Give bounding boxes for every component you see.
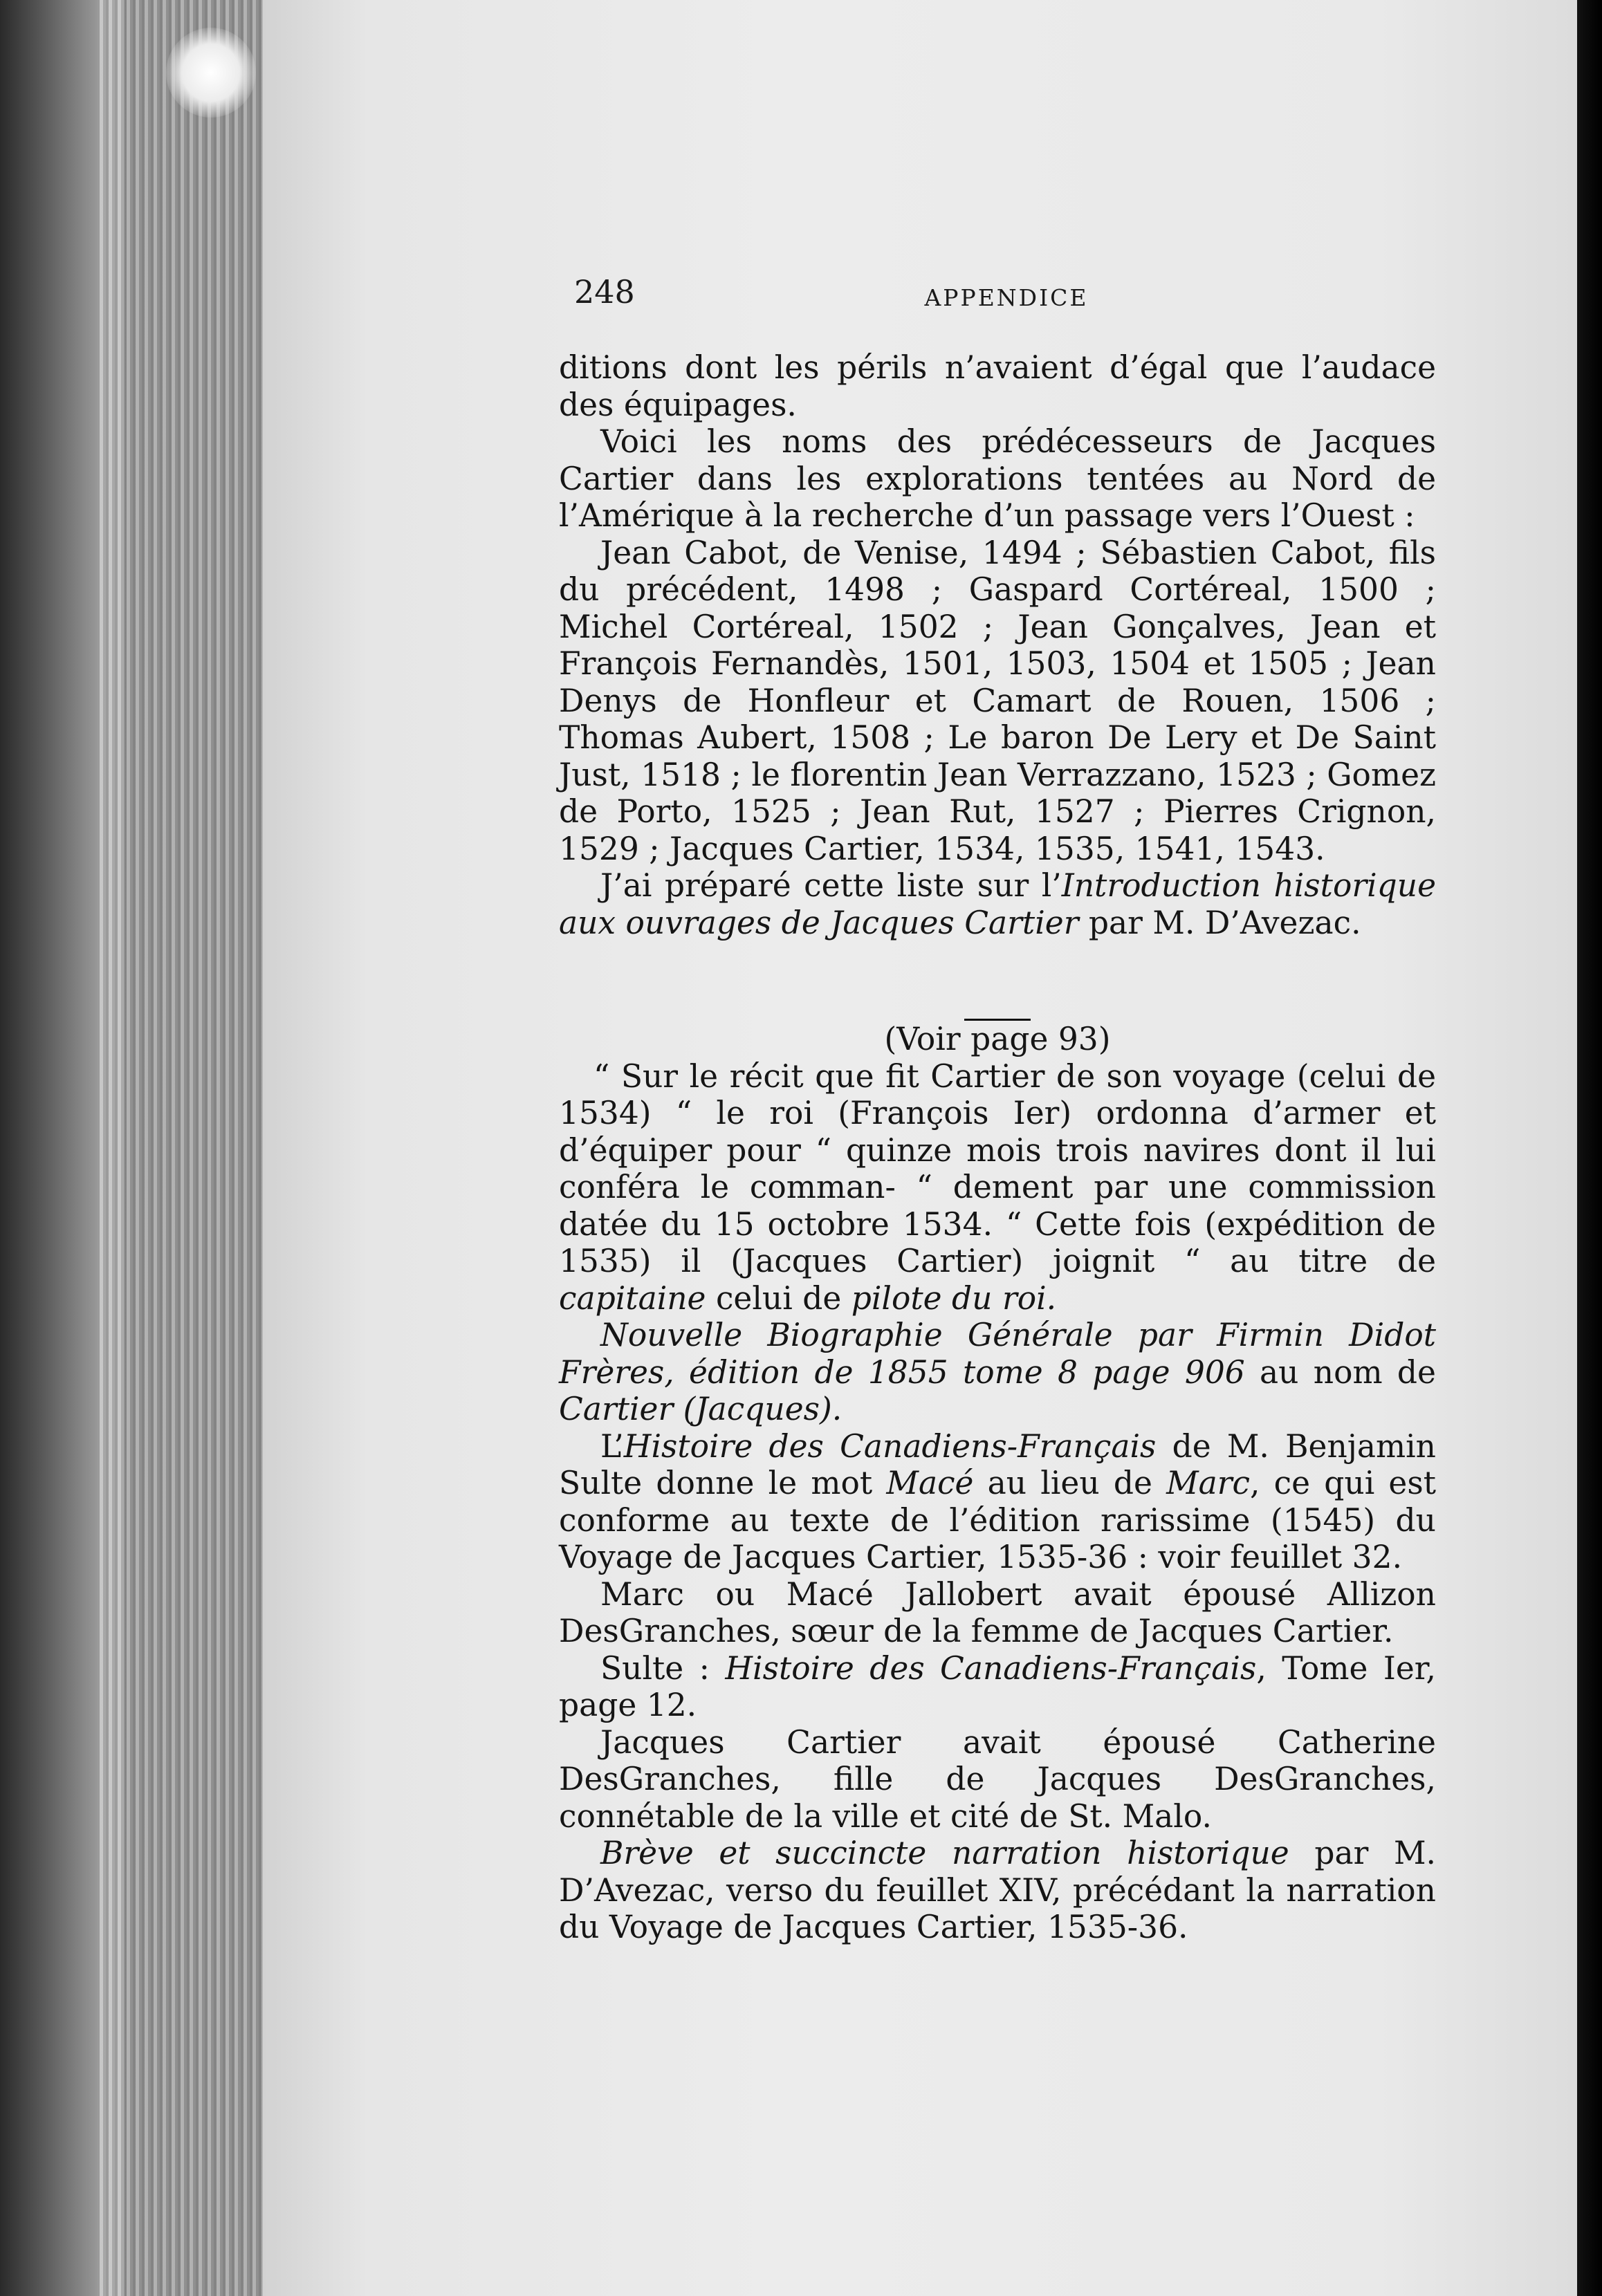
- paragraph-explorers: Jean Cabot, de Venise, 1494 ; Sébastien Cabot, fils du précédent, 1498 ; Gaspard Cortéreal, 1500 ; Michel Cortéreal, 1502 ; Jean Gonçalves, Jean et François Fernandès, 1501, 1503, 1504 et 1505 ; Jean Denys de Honfleur et Camart de Rouen, 1506 ; Thomas Aubert, 1508 ; Le baron De Lery et De Saint Just, 1518 ; le florentin Jean Verrazzano, 1523 ; Gomez de Porto, 1525 ; Jean Rut, 1527 ; Pierres Crignon, 1529 ; Jacques Cartier, 1534, 1535, 1541, 1543.: [559, 534, 1436, 867]
- breve-paragraph: Brève et succincte narration historique par M. D’Avezac, verso du feuillet XIV, précédant la narration du Voyage de Jacques Cartier, 1535-36.: [559, 1835, 1436, 1945]
- page-header: [574, 273, 1439, 322]
- catherine-paragraph: Jacques Cartier avait épousé Catherine DesGranches, fille de Jacques DesGranches, connétable de la ville et cité de St. Malo.: [559, 1723, 1436, 1835]
- marc-paragraph: Marc ou Macé Jallobert avait épousé Allizon DesGranches, sœur de la femme de Jacques Cartier.: [559, 1575, 1436, 1649]
- biography-reference: Nouvelle Biographie Générale par Firmin Didot Frères, édition de 1855 tome 8 page 906 au nom de Cartier (Jacques).: [559, 1317, 1436, 1427]
- page-number: 248: [574, 273, 635, 311]
- facing-page-edge: [1577, 0, 1602, 2296]
- running-head: APPENDICE: [924, 284, 1089, 311]
- source-title: Introduction historique aux ouvrages de Jacques Cartier: [559, 867, 1436, 941]
- text-block: [559, 349, 1436, 1946]
- paragraph-continuation: ditions dont les périls n’avaient d’égal que l’audace des équipages.: [559, 349, 1436, 423]
- paragraph-source: J’ai préparé cette liste sur l’Introduction historique aux ouvrages de Jacques Cartier par M. D’Avezac.: [559, 867, 1436, 941]
- sulte-reference: Sulte : Histoire des Canadiens-Français, Tome Ier, page 12.: [559, 1649, 1436, 1723]
- quote-block: “ Sur le récit que fit Cartier de son voyage (celui de 1534) “ le roi (François Ier) ordonna d’armer et d’équiper pour “ quinze mois trois navires dont il lui conféra le comman- “ dement par une commission datée du 15 octobre 1534. “ Cette fois (expédition de 1535) il (Jacques Cartier) joignit “ au titre de capitaine celui de pilote du roi.: [559, 1057, 1436, 1317]
- see-page-reference: (Voir page 93): [884, 1021, 1111, 1057]
- paragraph-intro: Voici les noms des prédécesseurs de Jacques Cartier dans les explorations tentées au Nord de l’Amérique à la recherche d’un passage vers l’Ouest :: [559, 423, 1436, 534]
- paper-smudge: [166, 28, 256, 118]
- sulte-paragraph: L’Histoire des Canadiens-Français de M. Benjamin Sulte donne le mot Macé au lieu de Marc, ce qui est conforme au texte de l’édition rarissime (1545) du Voyage de Jacques Cartier, 1535-36 : voir feuillet 32.: [559, 1427, 1436, 1575]
- page-edges: [97, 0, 263, 2296]
